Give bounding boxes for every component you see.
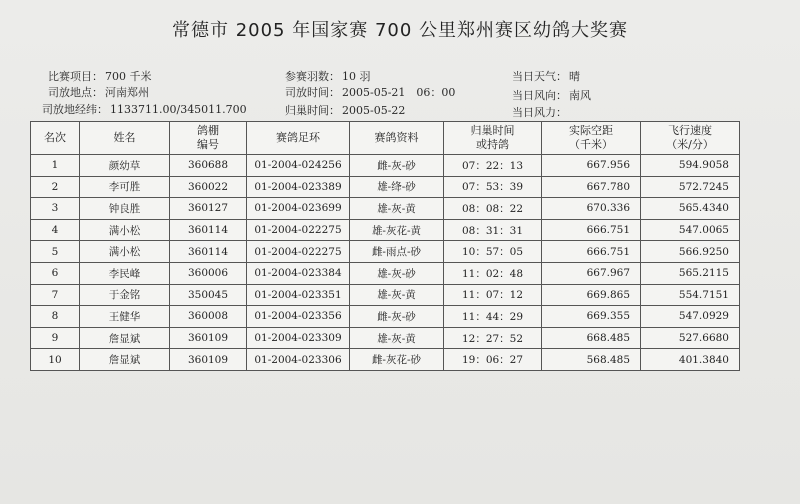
- project-info: [48, 68, 152, 84]
- return-time-cell: 07：53：39: [444, 176, 542, 198]
- rank-cell: 3: [31, 198, 80, 220]
- distance-cell: 667.780: [542, 176, 641, 198]
- project-label: 比赛项目：: [48, 70, 103, 83]
- windforce-info: [512, 104, 569, 120]
- name-cell: 王健华: [80, 306, 170, 328]
- header-ring: 赛鸽足环: [247, 122, 350, 155]
- table-row: [31, 176, 740, 198]
- return-time-cell: 08：08：22: [444, 198, 542, 220]
- ring-cell: 01-2004-023389: [247, 176, 350, 198]
- weather-label: 当日天气：: [512, 70, 567, 83]
- pigeon-info-cell: 雄-灰-黄: [350, 284, 444, 306]
- pigeon-info-cell: 雌-灰花-砂: [350, 349, 444, 371]
- return-time-cell: 11：07：12: [444, 284, 542, 306]
- speed-cell: 594.9058: [641, 155, 740, 177]
- loft-cell: 360109: [170, 349, 247, 371]
- name-cell: 满小松: [80, 241, 170, 263]
- name-cell: 李可胜: [80, 176, 170, 198]
- release-value: 2005-05-21 06：00: [342, 86, 456, 99]
- table-header-row: [31, 122, 740, 155]
- table-row: [31, 349, 740, 371]
- name-cell: 詹显斌: [80, 327, 170, 349]
- pigeon-info-cell: 雄-灰花-黄: [350, 219, 444, 241]
- speed-cell: 572.7245: [641, 176, 740, 198]
- ring-cell: 01-2004-024256: [247, 155, 350, 177]
- name-cell: 于金铭: [80, 284, 170, 306]
- header-loft-number: 鸽棚 编号: [170, 122, 247, 155]
- speed-cell: 566.9250: [641, 241, 740, 263]
- distance-cell: 666.751: [542, 219, 641, 241]
- weather-info: [512, 68, 580, 84]
- site-value: 河南郑州: [105, 86, 149, 99]
- ring-cell: 01-2004-022275: [247, 241, 350, 263]
- name-cell: 满小松: [80, 219, 170, 241]
- return-time-cell: 10：57：05: [444, 241, 542, 263]
- count-info: [285, 68, 371, 84]
- coords-value: 1133711.00/345011.700: [110, 103, 247, 116]
- table-row: [31, 306, 740, 328]
- return-time-cell: 11：44：29: [444, 306, 542, 328]
- loft-cell: 360008: [170, 306, 247, 328]
- table-row: [31, 219, 740, 241]
- speed-cell: 401.3840: [641, 349, 740, 371]
- table-row: [31, 262, 740, 284]
- rank-cell: 5: [31, 241, 80, 263]
- document-title: 常德市 2005 年国家赛 700 公里郑州赛区幼鸽大奖赛: [171, 20, 629, 41]
- table-row: [31, 241, 740, 263]
- pigeon-info-cell: 雌-雨点-砂: [350, 241, 444, 263]
- pigeon-info-cell: 雄-灰-黄: [350, 198, 444, 220]
- weather-value: 晴: [569, 70, 580, 83]
- calc-label: 归巢时间：: [285, 104, 340, 117]
- return-time-cell: 12：27：52: [444, 327, 542, 349]
- loft-cell: 360006: [170, 262, 247, 284]
- count-value: 10 羽: [342, 70, 371, 83]
- table-row: [31, 155, 740, 177]
- ring-cell: 01-2004-023699: [247, 198, 350, 220]
- distance-cell: 667.956: [542, 155, 641, 177]
- return-time-cell: 11：02：48: [444, 262, 542, 284]
- header-pigeon-info: 赛鸽资料: [350, 122, 444, 155]
- loft-cell: 360688: [170, 155, 247, 177]
- header-speed: 飞行速度 （米/分）: [641, 122, 740, 155]
- rank-cell: 2: [31, 176, 80, 198]
- count-label: 参赛羽数：: [285, 70, 340, 83]
- name-cell: 詹显斌: [80, 349, 170, 371]
- rank-cell: 10: [31, 349, 80, 371]
- distance-cell: 668.485: [542, 327, 641, 349]
- distance-cell: 669.355: [542, 306, 641, 328]
- pigeon-info-cell: 雌-灰-砂: [350, 155, 444, 177]
- return-time-cell: 07：22：13: [444, 155, 542, 177]
- distance-cell: 666.751: [542, 241, 641, 263]
- rank-cell: 4: [31, 219, 80, 241]
- distance-cell: 670.336: [542, 198, 641, 220]
- return-time-cell: 19：06：27: [444, 349, 542, 371]
- header-distance: 实际空距 （千米）: [542, 122, 641, 155]
- header-rank: 名次: [31, 122, 80, 155]
- calc-info: [285, 102, 405, 118]
- loft-cell: 360127: [170, 198, 247, 220]
- rank-cell: 8: [31, 306, 80, 328]
- results-table: [30, 121, 740, 371]
- loft-cell: 360114: [170, 241, 247, 263]
- header-return-time: 归巢时间 或持鸽: [444, 122, 542, 155]
- rank-cell: 9: [31, 327, 80, 349]
- pigeon-info-cell: 雄-灰-黄: [350, 327, 444, 349]
- wind-label: 当日风向：: [512, 89, 567, 102]
- loft-cell: 350045: [170, 284, 247, 306]
- release-info: [285, 84, 455, 100]
- loft-cell: 360022: [170, 176, 247, 198]
- distance-cell: 667.967: [542, 262, 641, 284]
- ring-cell: 01-2004-023351: [247, 284, 350, 306]
- name-cell: 李民峰: [80, 262, 170, 284]
- ring-cell: 01-2004-022275: [247, 219, 350, 241]
- rank-cell: 7: [31, 284, 80, 306]
- rank-cell: 6: [31, 262, 80, 284]
- rank-cell: 1: [31, 155, 80, 177]
- speed-cell: 527.6680: [641, 327, 740, 349]
- pigeon-info-cell: 雄-灰-砂: [350, 262, 444, 284]
- pigeon-info-cell: 雌-灰-砂: [350, 306, 444, 328]
- ring-cell: 01-2004-023306: [247, 349, 350, 371]
- speed-cell: 565.4340: [641, 198, 740, 220]
- speed-cell: 547.0065: [641, 219, 740, 241]
- speed-cell: 547.0929: [641, 306, 740, 328]
- name-cell: 颜幼草: [80, 155, 170, 177]
- name-cell: 钟良胜: [80, 198, 170, 220]
- site-info: [48, 84, 149, 100]
- loft-cell: 360114: [170, 219, 247, 241]
- speed-cell: 565.2115: [641, 262, 740, 284]
- header-name: 姓名: [80, 122, 170, 155]
- speed-cell: 554.7151: [641, 284, 740, 306]
- coords-label: 司放地经纬：: [42, 103, 108, 116]
- table-row: [31, 327, 740, 349]
- wind-value: 南风: [569, 89, 591, 102]
- site-label: 司放地点：: [48, 86, 103, 99]
- loft-cell: 360109: [170, 327, 247, 349]
- coords-info: [42, 101, 247, 117]
- ring-cell: 01-2004-023384: [247, 262, 350, 284]
- wind-info: [512, 87, 591, 103]
- table-row: [31, 284, 740, 306]
- windforce-label: 当日风力：: [512, 106, 567, 119]
- distance-cell: 568.485: [542, 349, 641, 371]
- release-label: 司放时间：: [285, 86, 340, 99]
- table-row: [31, 198, 740, 220]
- distance-cell: 669.865: [542, 284, 641, 306]
- ring-cell: 01-2004-023356: [247, 306, 350, 328]
- project-value: 700 千米: [105, 70, 152, 83]
- ring-cell: 01-2004-023309: [247, 327, 350, 349]
- pigeon-info-cell: 雄-绛-砂: [350, 176, 444, 198]
- calc-value: 2005-05-22: [342, 104, 406, 117]
- return-time-cell: 08：31：31: [444, 219, 542, 241]
